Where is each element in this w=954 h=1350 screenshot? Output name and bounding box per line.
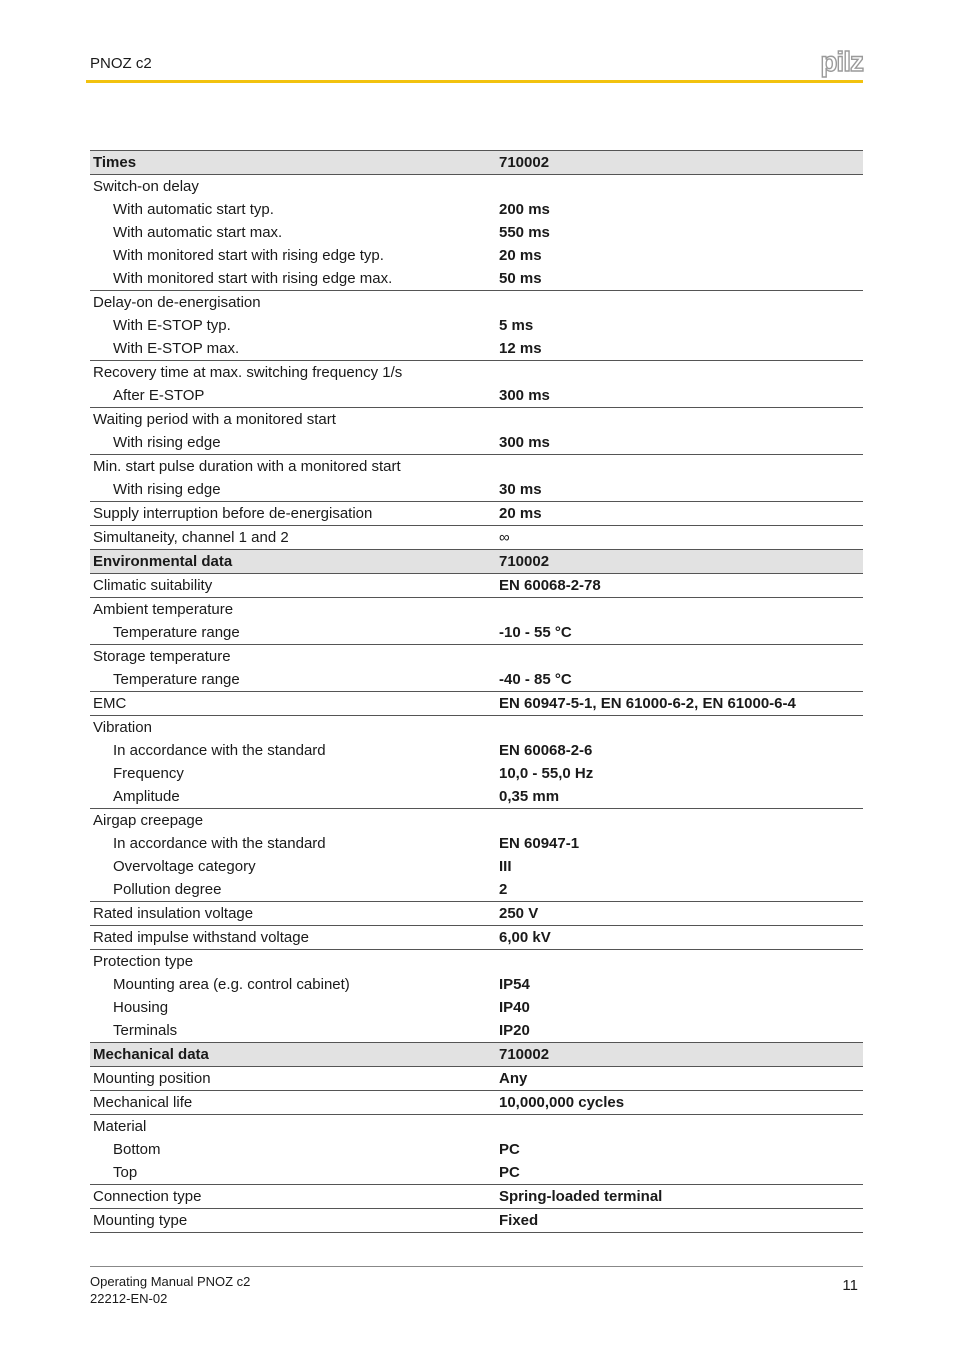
row-label: With E-STOP typ.	[113, 317, 231, 334]
table-row	[90, 244, 863, 267]
table-row	[90, 878, 863, 902]
row-value: IP54	[499, 976, 530, 993]
table-row	[90, 645, 863, 669]
table-row	[90, 361, 863, 385]
row-label: EMC	[90, 692, 499, 716]
table-row	[90, 267, 863, 291]
row-value: 12 ms	[499, 340, 542, 357]
table-row	[90, 1019, 863, 1043]
row-value	[499, 175, 863, 199]
row-label: Frequency	[113, 765, 184, 782]
row-label: Bottom	[113, 1141, 161, 1158]
row-value: 30 ms	[499, 481, 542, 498]
row-value	[499, 291, 863, 315]
footer-info	[90, 1273, 250, 1307]
row-label: Switch-on delay	[90, 175, 499, 199]
row-value: 710002	[499, 550, 863, 574]
row-label: With rising edge	[113, 481, 221, 498]
row-value	[499, 455, 863, 479]
row-label: Environmental data	[90, 550, 499, 574]
row-label: Mounting type	[90, 1209, 499, 1233]
row-value: 6,00 kV	[499, 926, 863, 950]
row-value: Spring-loaded terminal	[499, 1185, 863, 1209]
table-row	[90, 973, 863, 996]
row-value: 250 V	[499, 902, 863, 926]
row-value	[499, 809, 863, 833]
pilz-logo: pilz	[820, 46, 863, 77]
header-rule	[86, 80, 863, 83]
table-row	[90, 1138, 863, 1161]
row-value	[499, 361, 863, 385]
table-row	[90, 621, 863, 645]
table-row	[90, 502, 863, 526]
row-value: 5 ms	[499, 317, 534, 334]
row-label: Airgap creepage	[90, 809, 499, 833]
row-value	[499, 408, 863, 432]
table-row	[90, 291, 863, 315]
row-label: With automatic start max.	[113, 224, 283, 241]
row-label: Pollution degree	[113, 881, 222, 898]
table-row	[90, 762, 863, 785]
table-row	[90, 1091, 863, 1115]
row-label: With E-STOP max.	[113, 340, 240, 357]
row-value	[499, 645, 863, 669]
row-value: PC	[499, 1141, 520, 1158]
table-row	[90, 478, 863, 502]
row-value: 0,35 mm	[499, 788, 560, 805]
row-value: EN 60068-2-78	[499, 574, 863, 598]
table-row	[90, 175, 863, 199]
row-value	[499, 1115, 863, 1139]
row-label: In accordance with the standard	[113, 835, 326, 852]
row-value	[499, 716, 863, 740]
row-label: Material	[90, 1115, 499, 1139]
table-row	[90, 526, 863, 550]
row-label: Rated insulation voltage	[90, 902, 499, 926]
table-row	[90, 221, 863, 244]
table-row	[90, 950, 863, 974]
row-value: Fixed	[499, 1209, 863, 1233]
page-header	[90, 46, 863, 82]
table-row	[90, 902, 863, 926]
table-row	[90, 832, 863, 855]
row-value: 10,000,000 cycles	[499, 1091, 863, 1115]
row-label: Mounting area (e.g. control cabinet)	[113, 976, 350, 993]
row-label: Storage temperature	[90, 645, 499, 669]
row-label: Mechanical life	[90, 1091, 499, 1115]
row-value: EN 60947-1	[499, 835, 580, 852]
table-row	[90, 996, 863, 1019]
page-number: 11	[842, 1277, 858, 1294]
row-value: 300 ms	[499, 434, 550, 451]
header-title: PNOZ c2	[90, 55, 152, 72]
table-row	[90, 384, 863, 408]
table-row	[90, 598, 863, 622]
table-row	[90, 408, 863, 432]
table-row	[90, 314, 863, 337]
row-label: Overvoltage category	[113, 858, 256, 875]
row-label: With automatic start typ.	[113, 201, 274, 218]
table-row	[90, 785, 863, 809]
row-label: Supply interruption before de-energisation	[90, 502, 499, 526]
row-value: 710002	[499, 151, 863, 175]
row-label: Mounting position	[90, 1067, 499, 1091]
table-row	[90, 337, 863, 361]
table-row	[90, 198, 863, 221]
row-value	[499, 950, 863, 974]
row-label: Delay-on de-energisation	[90, 291, 499, 315]
row-value: 20 ms	[499, 247, 542, 264]
row-value: 2	[499, 881, 508, 898]
footer-doc-number: 22212-EN-02	[90, 1291, 168, 1306]
row-label: Connection type	[90, 1185, 499, 1209]
row-label: Temperature range	[113, 671, 240, 688]
table-row	[90, 1185, 863, 1209]
technical-data-table	[90, 150, 863, 1233]
table-row	[90, 455, 863, 479]
row-label: Min. start pulse duration with a monitored start	[90, 455, 499, 479]
table-row	[90, 1067, 863, 1091]
section-header-row	[90, 1043, 863, 1067]
row-value: III	[499, 858, 512, 875]
table-row	[90, 1209, 863, 1233]
row-value: 50 ms	[499, 270, 542, 287]
row-value: 300 ms	[499, 387, 550, 404]
row-label: With monitored start with rising edge max.	[113, 270, 393, 287]
row-value: Any	[499, 1067, 863, 1091]
row-label: After E-STOP	[113, 387, 205, 404]
table-row	[90, 574, 863, 598]
row-label: With monitored start with rising edge typ.	[113, 247, 384, 264]
table-row	[90, 668, 863, 692]
section-header-row	[90, 151, 863, 175]
row-label: With rising edge	[113, 434, 221, 451]
table-row	[90, 1115, 863, 1139]
footer-rule	[90, 1266, 863, 1267]
row-label: Protection type	[90, 950, 499, 974]
row-value: -10 - 55 °C	[499, 624, 572, 641]
row-label: Times	[90, 151, 499, 175]
footer-manual-title: Operating Manual PNOZ c2	[90, 1274, 251, 1289]
row-label: Ambient temperature	[90, 598, 499, 622]
row-value: ∞	[499, 526, 863, 550]
row-value: 10,0 - 55,0 Hz	[499, 765, 594, 782]
row-label: Terminals	[113, 1022, 178, 1039]
row-value: 550 ms	[499, 224, 550, 241]
row-value: EN 60068-2-6	[499, 742, 593, 759]
row-value: 20 ms	[499, 502, 863, 526]
row-label: Housing	[113, 999, 169, 1016]
table-row	[90, 1161, 863, 1185]
row-value: 200 ms	[499, 201, 550, 218]
row-value: IP20	[499, 1022, 530, 1039]
row-label: Amplitude	[113, 788, 180, 805]
row-value: -40 - 85 °C	[499, 671, 572, 688]
row-label: Mechanical data	[90, 1043, 499, 1067]
row-label: Simultaneity, channel 1 and 2	[90, 526, 499, 550]
row-label: Rated impulse withstand voltage	[90, 926, 499, 950]
row-label: Vibration	[90, 716, 499, 740]
table-row	[90, 926, 863, 950]
table-row	[90, 809, 863, 833]
row-label: Temperature range	[113, 624, 240, 641]
table-row	[90, 739, 863, 762]
table-row	[90, 855, 863, 878]
row-value: EN 60947-5-1, EN 61000-6-2, EN 61000-6-4	[499, 692, 863, 716]
table-row	[90, 431, 863, 455]
row-value: 710002	[499, 1043, 863, 1067]
row-label: Climatic suitability	[90, 574, 499, 598]
row-label: Waiting period with a monitored start	[90, 408, 499, 432]
row-value	[499, 598, 863, 622]
row-label: Top	[113, 1164, 138, 1181]
table-row	[90, 716, 863, 740]
row-value: IP40	[499, 999, 530, 1016]
row-value: PC	[499, 1164, 520, 1181]
row-label: In accordance with the standard	[113, 742, 326, 759]
row-label: Recovery time at max. switching frequency 1/s	[90, 361, 499, 385]
technical-data-body	[90, 151, 863, 1233]
table-row	[90, 692, 863, 716]
section-header-row	[90, 550, 863, 574]
